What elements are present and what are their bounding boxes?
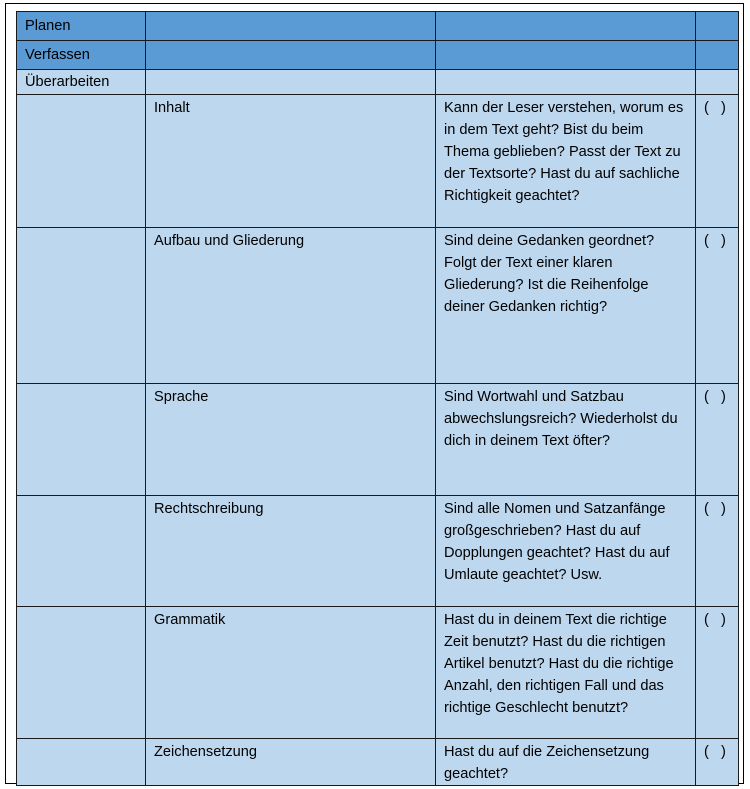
criterion-label: Rechtschreibung — [146, 496, 436, 607]
empty-cell — [17, 95, 146, 228]
checkbox-marker[interactable] — [696, 384, 739, 496]
writing-checklist-table — [16, 11, 739, 786]
checkbox-marker[interactable] — [696, 607, 739, 739]
criterion-row-aufbau — [17, 228, 739, 384]
criterion-label: Inhalt — [146, 95, 436, 228]
criterion-row-zeichensetzung — [17, 739, 739, 786]
checkbox-marker[interactable] — [696, 739, 739, 786]
criterion-label: Zeichensetzung — [146, 739, 436, 786]
criterion-label: Aufbau und Gliederung — [146, 228, 436, 384]
empty-cell — [436, 70, 696, 95]
empty-cell — [146, 12, 436, 41]
criterion-row-rechtschreibung — [17, 496, 739, 607]
empty-cell — [696, 70, 739, 95]
empty-cell — [17, 739, 146, 786]
checkbox-marker[interactable] — [696, 228, 739, 384]
empty-cell — [696, 41, 739, 70]
checkbox-text: ( ) — [704, 612, 726, 628]
empty-cell — [146, 41, 436, 70]
checkbox-marker[interactable] — [696, 496, 739, 607]
phase-row-planen — [17, 12, 739, 41]
criterion-row-inhalt — [17, 95, 739, 228]
phase-row-ueberarbeiten — [17, 70, 739, 95]
empty-cell — [436, 41, 696, 70]
empty-cell — [17, 607, 146, 739]
phase-row-verfassen — [17, 41, 739, 70]
phase-label: Verfassen — [17, 41, 146, 70]
criterion-question: Sind alle Nomen und Satzanfänge großgeschrieben? Hast du auf Dopplungen geachtet? Hast du auf Umlaute geachtet? Usw. — [436, 496, 696, 607]
checkbox-text: ( ) — [704, 100, 726, 116]
criterion-question: Kann der Leser verstehen, worum es in dem Text geht? Bist du beim Thema geblieben? Passt der Text zu der Textsorte? Hast du auf sachliche Richtigkeit geachtet? — [436, 95, 696, 228]
criterion-label: Sprache — [146, 384, 436, 496]
empty-cell — [146, 70, 436, 95]
criterion-question: Hast du in deinem Text die richtige Zeit benutzt? Hast du die richtigen Artikel benutzt? Hast du die richtige Anzahl, den richtigen Fall und das richtige Geschlecht benutzt? — [436, 607, 696, 739]
empty-cell — [436, 12, 696, 41]
checkbox-text: ( ) — [704, 501, 726, 517]
criterion-question: Sind Wortwahl und Satzbau abwechslungsreich? Wiederholst du dich in deinem Text öfter? — [436, 384, 696, 496]
empty-cell — [17, 228, 146, 384]
phase-label: Überarbeiten — [17, 70, 146, 95]
phase-label: Planen — [17, 12, 146, 41]
criterion-question: Sind deine Gedanken geordnet? Folgt der Text einer klaren Gliederung? Ist die Reihenfolge deiner Gedanken richtig? — [436, 228, 696, 384]
checkbox-text: ( ) — [704, 233, 726, 249]
criterion-label: Grammatik — [146, 607, 436, 739]
criterion-row-grammatik — [17, 607, 739, 739]
empty-cell — [17, 384, 146, 496]
checkbox-text: ( ) — [704, 389, 726, 405]
checkbox-text: ( ) — [704, 744, 726, 760]
empty-cell — [696, 12, 739, 41]
empty-cell — [17, 496, 146, 607]
checkbox-marker[interactable] — [696, 95, 739, 228]
criterion-row-sprache — [17, 384, 739, 496]
criterion-question: Hast du auf die Zeichensetzung geachtet? — [436, 739, 696, 786]
